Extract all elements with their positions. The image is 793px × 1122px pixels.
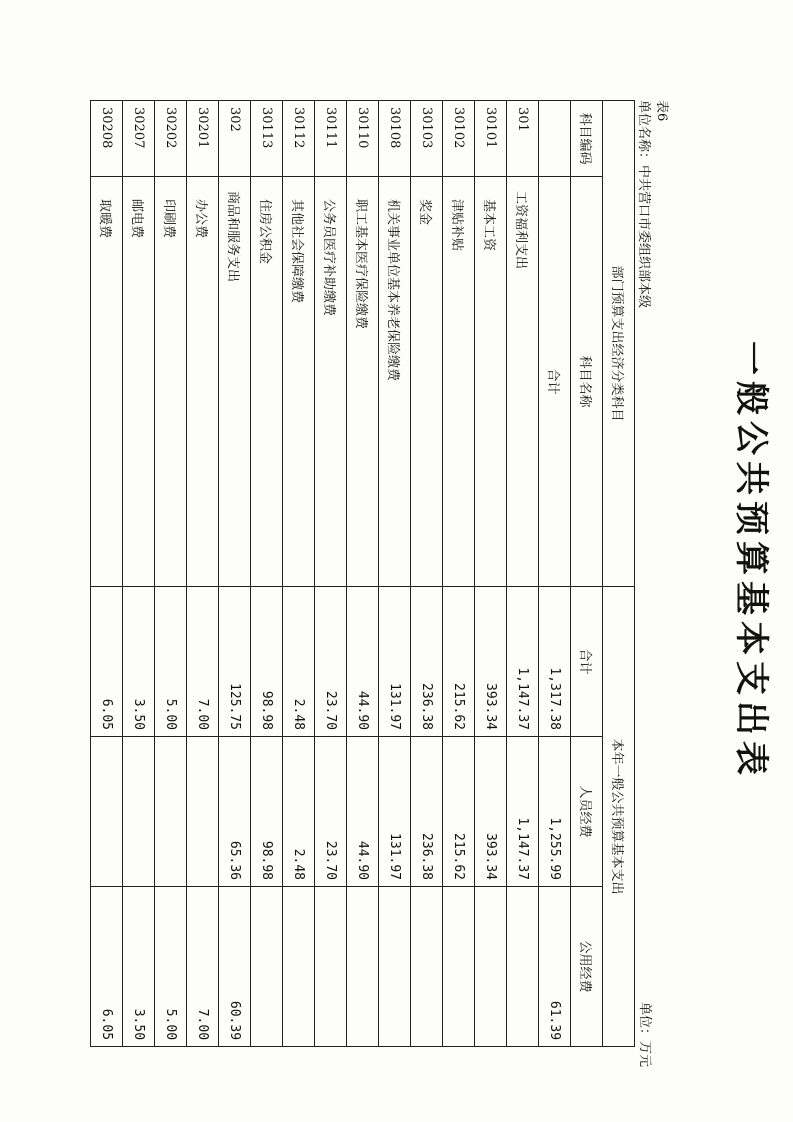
personnel-cell — [187, 737, 219, 887]
personnel-cell: 1,255.99 — [539, 737, 571, 887]
page-title: 一般公共预算基本支出表 — [731, 341, 771, 781]
total-cell: 1,317.38 — [539, 587, 571, 737]
column-header-code: 科目编码 — [571, 101, 603, 177]
code-cell: 301 — [507, 101, 539, 177]
name-cell: 取暖费 — [91, 177, 123, 587]
public-cell — [475, 887, 507, 1047]
total-cell: 3.50 — [123, 587, 155, 737]
table-row — [219, 101, 251, 1047]
total-cell: 131.97 — [379, 587, 411, 737]
group-header-basic-expenditure: 本年一般公共预算基本支出 — [603, 587, 635, 1047]
table-row — [507, 101, 539, 1047]
public-cell — [315, 887, 347, 1047]
table-column-header-row — [571, 101, 603, 1047]
column-header-total: 合计 — [571, 587, 603, 737]
budget-table — [90, 100, 635, 1047]
personnel-cell — [155, 737, 187, 887]
table-row — [443, 101, 475, 1047]
name-cell: 住房公积金 — [251, 177, 283, 587]
personnel-cell — [91, 737, 123, 887]
total-cell: 44.90 — [347, 587, 379, 737]
table-row — [187, 101, 219, 1047]
public-cell: 7.00 — [187, 887, 219, 1047]
table-number: 表6 — [654, 100, 669, 122]
personnel-cell: 65.36 — [219, 737, 251, 887]
table-row — [411, 101, 443, 1047]
code-cell: 30201 — [187, 101, 219, 177]
personnel-cell: 1,147.37 — [507, 737, 539, 887]
personnel-cell — [123, 737, 155, 887]
personnel-cell: 2.48 — [283, 737, 315, 887]
public-cell — [411, 887, 443, 1047]
personnel-cell: 23.70 — [315, 737, 347, 887]
public-cell: 60.39 — [219, 887, 251, 1047]
name-cell: 奖金 — [411, 177, 443, 587]
unit-name: 单位名称：中共营口市委组织部本级 — [636, 100, 651, 309]
public-cell — [379, 887, 411, 1047]
column-header-public: 公用经费 — [571, 887, 603, 1047]
name-cell: 职工基本医疗保险缴费 — [347, 177, 379, 587]
table-row — [475, 101, 507, 1047]
code-cell: 30103 — [411, 101, 443, 177]
table-row — [283, 101, 315, 1047]
personnel-cell: 236.38 — [411, 737, 443, 887]
total-cell: 236.38 — [411, 587, 443, 737]
table-row — [123, 101, 155, 1047]
table-row — [379, 101, 411, 1047]
group-header-classification: 部门预算支出经济分类科目 — [603, 101, 635, 587]
name-cell: 商品和服务支出 — [219, 177, 251, 587]
code-cell: 302 — [219, 101, 251, 177]
total-cell: 393.34 — [475, 587, 507, 737]
personnel-cell: 393.34 — [475, 737, 507, 887]
total-cell: 2.48 — [283, 587, 315, 737]
currency-unit-label: 单位：万元 — [637, 1002, 652, 1068]
name-cell: 印刷费 — [155, 177, 187, 587]
public-cell: 3.50 — [123, 887, 155, 1047]
name-cell: 机关事业单位基本养老保险缴费 — [379, 177, 411, 587]
code-cell: 30111 — [315, 101, 347, 177]
public-cell — [283, 887, 315, 1047]
public-cell — [251, 887, 283, 1047]
name-cell: 津贴补贴 — [443, 177, 475, 587]
column-header-name: 科目名称 — [571, 177, 603, 587]
column-header-personnel: 人员经费 — [571, 737, 603, 887]
table-row — [539, 101, 571, 1047]
code-cell: 30208 — [91, 101, 123, 177]
code-cell: 30202 — [155, 101, 187, 177]
code-cell — [539, 101, 571, 177]
code-cell: 30113 — [251, 101, 283, 177]
code-cell: 30112 — [283, 101, 315, 177]
public-cell: 61.39 — [539, 887, 571, 1047]
public-cell — [507, 887, 539, 1047]
name-cell: 邮电费 — [123, 177, 155, 587]
total-cell: 23.70 — [315, 587, 347, 737]
table-body — [91, 101, 571, 1047]
table-group-header-row — [603, 101, 635, 1047]
public-cell — [443, 887, 475, 1047]
total-cell: 1,147.37 — [507, 587, 539, 737]
code-cell: 30108 — [379, 101, 411, 177]
name-cell: 办公费 — [187, 177, 219, 587]
name-cell: 基本工资 — [475, 177, 507, 587]
total-cell: 5.00 — [155, 587, 187, 737]
public-cell: 6.05 — [91, 887, 123, 1047]
total-cell: 98.98 — [251, 587, 283, 737]
total-cell: 125.75 — [219, 587, 251, 737]
name-cell: 工资福利支出 — [507, 177, 539, 587]
personnel-cell: 44.90 — [347, 737, 379, 887]
table-row — [315, 101, 347, 1047]
code-cell: 30102 — [443, 101, 475, 177]
table-row — [91, 101, 123, 1047]
name-cell: 合计 — [539, 177, 571, 587]
public-cell — [347, 887, 379, 1047]
code-cell: 30101 — [475, 101, 507, 177]
personnel-cell: 98.98 — [251, 737, 283, 887]
personnel-cell: 215.62 — [443, 737, 475, 887]
public-cell: 5.00 — [155, 887, 187, 1047]
total-cell: 215.62 — [443, 587, 475, 737]
total-cell: 7.00 — [187, 587, 219, 737]
code-cell: 30110 — [347, 101, 379, 177]
name-cell: 公务员医疗补助缴费 — [315, 177, 347, 587]
name-cell: 其他社会保障缴费 — [283, 177, 315, 587]
personnel-cell: 131.97 — [379, 737, 411, 887]
code-cell: 30207 — [123, 101, 155, 177]
table-row — [251, 101, 283, 1047]
table-row — [347, 101, 379, 1047]
total-cell: 6.05 — [91, 587, 123, 737]
table-row — [155, 101, 187, 1047]
